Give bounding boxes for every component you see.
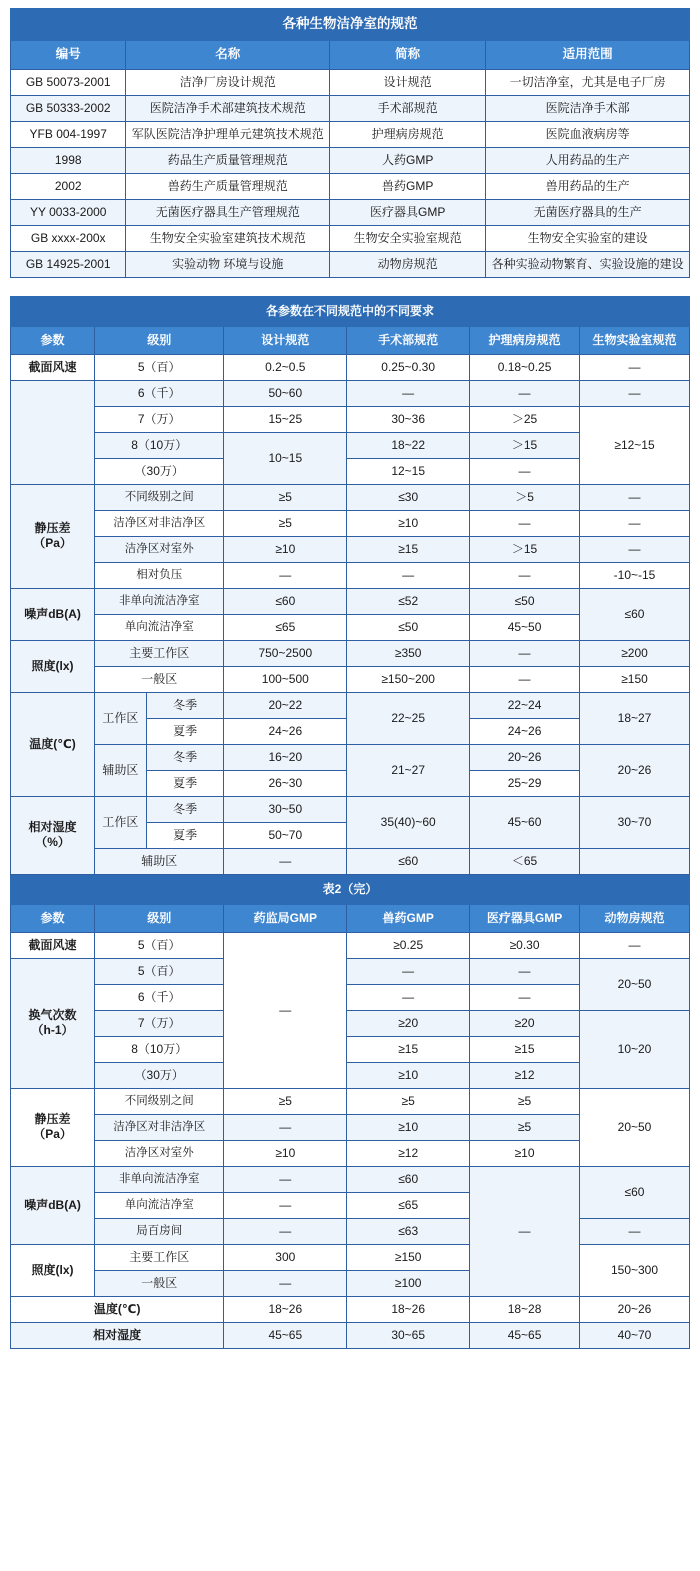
cell-name: 药品生产质量管理规范 (126, 147, 330, 173)
level-between: 不同级别之间 (95, 484, 224, 510)
value: ≥12 (347, 1140, 470, 1166)
value: ≤30 (347, 484, 470, 510)
level-winter: 冬季 (146, 692, 224, 718)
table-row (11, 225, 690, 251)
table-row (11, 692, 690, 718)
level-clean-vs-outdoor: 洁净区对室外 (95, 536, 224, 562)
value: 18~26 (347, 1296, 470, 1322)
cell-scope: 兽用药品的生产 (486, 173, 690, 199)
value: 45~50 (470, 614, 580, 640)
level-nonunidirectional: 非单向流洁净室 (95, 1166, 224, 1192)
table-row (11, 121, 690, 147)
value: ≥15 (347, 536, 470, 562)
cell-short: 医疗器具GMP (330, 199, 486, 225)
value: 20~50 (580, 1088, 690, 1166)
cell-name: 无菌医疗器具生产管理规范 (126, 199, 330, 225)
th-animal: 动物房规范 (580, 904, 690, 932)
value: ≥0.30 (470, 932, 580, 958)
value: 30~65 (347, 1322, 470, 1348)
value: 20~50 (580, 958, 690, 1010)
table-header-row (11, 326, 690, 354)
value: -10~-15 (580, 562, 690, 588)
value: — (224, 1218, 347, 1244)
level-general-zone: 一般区 (95, 1270, 224, 1296)
value: 18~28 (470, 1296, 580, 1322)
table-row (11, 406, 690, 432)
cell-code: 2002 (11, 173, 126, 199)
value: 30~70 (580, 796, 690, 848)
value: 20~26 (470, 744, 580, 770)
level-aux-zone: 辅助区 (95, 848, 224, 874)
table-row (11, 147, 690, 173)
value: ≥10 (347, 510, 470, 536)
value: ≥150~200 (347, 666, 470, 692)
table-row (11, 744, 690, 770)
cell-name: 军队医院洁净护理单元建筑技术规范 (126, 121, 330, 147)
table-row (11, 666, 690, 692)
value: 50~70 (224, 822, 347, 848)
cell-short: 设计规范 (330, 69, 486, 95)
param-section-speed: 截面风速 (11, 354, 95, 380)
table-row (11, 1244, 690, 1270)
cell-code: YY 0033-2000 (11, 199, 126, 225)
value: — (470, 984, 580, 1010)
table-row (11, 1088, 690, 1114)
level-aux-zone: 辅助区 (95, 744, 147, 796)
value: ≥12 (470, 1062, 580, 1088)
value: 10~15 (224, 432, 347, 484)
value: ≤65 (224, 614, 347, 640)
value: ≥12~15 (580, 406, 690, 484)
param-humidity-label: 相对湿度 (28, 820, 77, 834)
cell-scope: 医院洁净手术部 (486, 95, 690, 121)
th-nursing: 护理病房规范 (470, 326, 580, 354)
level-unidirectional: 单向流洁净室 (95, 614, 224, 640)
cell-code: GB 50073-2001 (11, 69, 126, 95)
table-row (11, 536, 690, 562)
param-pressure-unit: （Pa） (33, 536, 72, 550)
table-row (11, 199, 690, 225)
param-humidity (11, 796, 95, 874)
level-clean-vs-unclean: 洁净区对非洁净区 (95, 1114, 224, 1140)
value: — (224, 1166, 347, 1192)
value: 22~25 (347, 692, 470, 744)
th-sfda-gmp: 药监局GMP (224, 904, 347, 932)
value: ＞25 (470, 406, 580, 432)
value: 16~20 (224, 744, 347, 770)
param-acph-label: 换气次数 (28, 1008, 77, 1022)
table-row (11, 796, 690, 822)
cell-code: GB xxxx-200x (11, 225, 126, 251)
value: 20~22 (224, 692, 347, 718)
table-standards (10, 8, 690, 278)
param-temperature: 温度(℃) (11, 692, 95, 796)
level-6: 6（千） (95, 984, 224, 1010)
value: — (470, 510, 580, 536)
value: 0.18~0.25 (470, 354, 580, 380)
value: — (470, 458, 580, 484)
table-row (11, 1166, 690, 1192)
level-general-zone: 一般区 (95, 666, 224, 692)
th-param: 参数 (11, 326, 95, 354)
value: 30~36 (347, 406, 470, 432)
value: — (347, 958, 470, 984)
value: ＞5 (470, 484, 580, 510)
value: 50~60 (224, 380, 347, 406)
th-code: 编号 (11, 40, 126, 69)
cell-code: GB 50333-2002 (11, 95, 126, 121)
cell-name: 医院洁净手术部建筑技术规范 (126, 95, 330, 121)
level-main-work-zone: 主要工作区 (95, 640, 224, 666)
value: — (580, 536, 690, 562)
value: 30~50 (224, 796, 347, 822)
param-section-speed: 截面风速 (11, 932, 95, 958)
value: 21~27 (347, 744, 470, 796)
value: ≥5 (224, 510, 347, 536)
value: — (470, 562, 580, 588)
level-clean-vs-unclean: 洁净区对非洁净区 (95, 510, 224, 536)
param-pressure (11, 484, 95, 588)
level-5: 5（百） (95, 932, 224, 958)
param-pressure-unit: （Pa） (33, 1127, 72, 1141)
cell-short: 人药GMP (330, 147, 486, 173)
value: ≥350 (347, 640, 470, 666)
value: — (580, 484, 690, 510)
table-row (11, 562, 690, 588)
value: — (347, 380, 470, 406)
value: — (580, 932, 690, 958)
th-device-gmp: 医疗器具GMP (470, 904, 580, 932)
table-row (11, 510, 690, 536)
param-pressure-label: 静压差 (34, 521, 71, 535)
value: ≥10 (347, 1062, 470, 1088)
value: 15~25 (224, 406, 347, 432)
param-acph-blank (11, 380, 95, 484)
level-unidirectional: 单向流洁净室 (95, 1192, 224, 1218)
level-5: 5（百） (95, 958, 224, 984)
value: 20~26 (580, 744, 690, 796)
table-header-row (11, 904, 690, 932)
table-row (11, 640, 690, 666)
level-summer: 夏季 (146, 822, 224, 848)
table-row (11, 1218, 690, 1244)
table-row (11, 251, 690, 277)
value: ≥100 (347, 1270, 470, 1296)
cell-scope: 无菌医疗器具的生产 (486, 199, 690, 225)
value: ≥20 (347, 1010, 470, 1036)
cell-short: 护理病房规范 (330, 121, 486, 147)
value: — (580, 510, 690, 536)
value: 26~30 (224, 770, 347, 796)
th-design: 设计规范 (224, 326, 347, 354)
value: 750~2500 (224, 640, 347, 666)
table-row (11, 932, 690, 958)
value: 45~65 (470, 1322, 580, 1348)
value: 18~22 (347, 432, 470, 458)
value: ＞15 (470, 432, 580, 458)
level-5: 5（百） (95, 354, 224, 380)
value: 100~500 (224, 666, 347, 692)
th-vet-gmp: 兽药GMP (347, 904, 470, 932)
cell-scope: 医院血液病房等 (486, 121, 690, 147)
level-7: 7（万） (95, 406, 224, 432)
value: ≤60 (347, 848, 470, 874)
cell-short: 手术部规范 (330, 95, 486, 121)
value: — (347, 984, 470, 1010)
value: — (470, 666, 580, 692)
value: 300 (224, 1244, 347, 1270)
value: ≤60 (580, 1166, 690, 1218)
table-row (11, 1296, 690, 1322)
level-work-zone: 工作区 (95, 796, 147, 848)
value: — (580, 354, 690, 380)
value (580, 848, 690, 874)
level-summer: 夏季 (146, 718, 224, 744)
value: — (470, 1166, 580, 1296)
value: ≥150 (347, 1244, 470, 1270)
level-clean-vs-outdoor: 洁净区对室外 (95, 1140, 224, 1166)
value: 10~20 (580, 1010, 690, 1088)
value: — (470, 958, 580, 984)
table-row (11, 588, 690, 614)
level-winter: 冬季 (146, 744, 224, 770)
value: 35(40)~60 (347, 796, 470, 848)
value: ≤60 (580, 588, 690, 640)
value: 12~15 (347, 458, 470, 484)
th-level: 级别 (95, 904, 224, 932)
level-negative-pressure: 相对负压 (95, 562, 224, 588)
value: — (224, 848, 347, 874)
value: — (580, 380, 690, 406)
value: ＜65 (470, 848, 580, 874)
value: ≥5 (470, 1114, 580, 1140)
value: 25~29 (470, 770, 580, 796)
table-header-row (11, 40, 690, 69)
value: 45~65 (224, 1322, 347, 1348)
value: ≤60 (224, 588, 347, 614)
table-row (11, 484, 690, 510)
cell-scope: 各种实验动物繁育、实验设施的建设 (486, 251, 690, 277)
value: ≥10 (224, 536, 347, 562)
level-summer: 夏季 (146, 770, 224, 796)
value: ≥5 (224, 484, 347, 510)
value: ≥200 (580, 640, 690, 666)
cell-code: YFB 004-1997 (11, 121, 126, 147)
table-row (11, 354, 690, 380)
value: — (224, 1114, 347, 1140)
value: ≤65 (347, 1192, 470, 1218)
level-30w: （30万） (95, 1062, 224, 1088)
param-acph (11, 958, 95, 1088)
table-row (11, 173, 690, 199)
value: — (580, 1218, 690, 1244)
param-humidity: 相对湿度 (11, 1322, 224, 1348)
level-7: 7（万） (95, 1010, 224, 1036)
value: ≥10 (347, 1114, 470, 1140)
param-noise: 噪声dB(A) (11, 1166, 95, 1244)
value: ≥10 (224, 1140, 347, 1166)
th-short: 简称 (330, 40, 486, 69)
value: ≤50 (470, 588, 580, 614)
th-name: 名称 (126, 40, 330, 69)
value: ＞15 (470, 536, 580, 562)
value: ≤52 (347, 588, 470, 614)
table-title-row (11, 874, 690, 904)
cell-code: 1998 (11, 147, 126, 173)
cell-short: 兽药GMP (330, 173, 486, 199)
cell-name: 洁净厂房设计规范 (126, 69, 330, 95)
cell-short: 动物房规范 (330, 251, 486, 277)
value: — (347, 562, 470, 588)
level-work-zone: 工作区 (95, 692, 147, 744)
table-params-part1 (10, 296, 690, 1349)
value: — (224, 1270, 347, 1296)
th-level: 级别 (95, 326, 224, 354)
th-bio: 生物实验室规范 (580, 326, 690, 354)
value: — (470, 380, 580, 406)
table3-title: 表2（完） (11, 874, 690, 904)
value: 18~26 (224, 1296, 347, 1322)
param-temperature: 温度(℃) (11, 1296, 224, 1322)
value: ≥5 (470, 1088, 580, 1114)
param-humidity-unit: （%） (35, 835, 70, 849)
value: ≤50 (347, 614, 470, 640)
table-title-row (11, 296, 690, 326)
value: 24~26 (470, 718, 580, 744)
param-illuminance: 照度(lx) (11, 1244, 95, 1296)
value: 0.25~0.30 (347, 354, 470, 380)
level-winter: 冬季 (146, 796, 224, 822)
level-8: 8（10万） (95, 432, 224, 458)
value: ≥150 (580, 666, 690, 692)
value: — (470, 640, 580, 666)
value: 40~70 (580, 1322, 690, 1348)
param-pressure-label: 静压差 (34, 1112, 71, 1126)
value: 24~26 (224, 718, 347, 744)
table-row (11, 95, 690, 121)
value: 18~27 (580, 692, 690, 744)
value: — (224, 1192, 347, 1218)
table-title-row (11, 9, 690, 41)
cell-scope: 生物安全实验室的建设 (486, 225, 690, 251)
value: 150~300 (580, 1244, 690, 1296)
level-nonunidirectional: 非单向流洁净室 (95, 588, 224, 614)
value: — (224, 562, 347, 588)
cell-code: GB 14925-2001 (11, 251, 126, 277)
th-operating: 手术部规范 (347, 326, 470, 354)
value: 0.2~0.5 (224, 354, 347, 380)
level-local-room: 局百房间 (95, 1218, 224, 1244)
table-row (11, 848, 690, 874)
value: 45~60 (470, 796, 580, 848)
th-scope: 适用范围 (486, 40, 690, 69)
cell-scope: 人用药品的生产 (486, 147, 690, 173)
table-row (11, 1322, 690, 1348)
cell-name: 生物安全实验室建筑技术规范 (126, 225, 330, 251)
cell-name: 实验动物 环境与设施 (126, 251, 330, 277)
param-noise: 噪声dB(A) (11, 588, 95, 640)
value: ≥5 (347, 1088, 470, 1114)
level-6: 6（千） (95, 380, 224, 406)
level-main-work-zone: 主要工作区 (95, 1244, 224, 1270)
level-between: 不同级别之间 (95, 1088, 224, 1114)
value: ≥5 (224, 1088, 347, 1114)
table-row (11, 1010, 690, 1036)
value: ≥0.25 (347, 932, 470, 958)
table1-title: 各种生物洁净室的规范 (11, 9, 690, 41)
value: ≥15 (470, 1036, 580, 1062)
value: ≤63 (347, 1218, 470, 1244)
level-30w: （30万） (95, 458, 224, 484)
level-8: 8（10万） (95, 1036, 224, 1062)
value: — (224, 932, 347, 1088)
param-illuminance: 照度(lx) (11, 640, 95, 692)
value: ≥15 (347, 1036, 470, 1062)
value: 22~24 (470, 692, 580, 718)
value: ≥10 (470, 1140, 580, 1166)
th-param: 参数 (11, 904, 95, 932)
param-acph-unit: （h-1） (31, 1023, 74, 1037)
cell-short: 生物安全实验室规范 (330, 225, 486, 251)
value: ≤60 (347, 1166, 470, 1192)
table2-title: 各参数在不同规范中的不同要求 (11, 296, 690, 326)
table-row (11, 958, 690, 984)
value: 20~26 (580, 1296, 690, 1322)
param-pressure (11, 1088, 95, 1166)
value: ≥20 (470, 1010, 580, 1036)
cell-name: 兽药生产质量管理规范 (126, 173, 330, 199)
cell-scope: 一切洁净室，尤其是电子厂房 (486, 69, 690, 95)
table-row (11, 69, 690, 95)
table-row (11, 380, 690, 406)
